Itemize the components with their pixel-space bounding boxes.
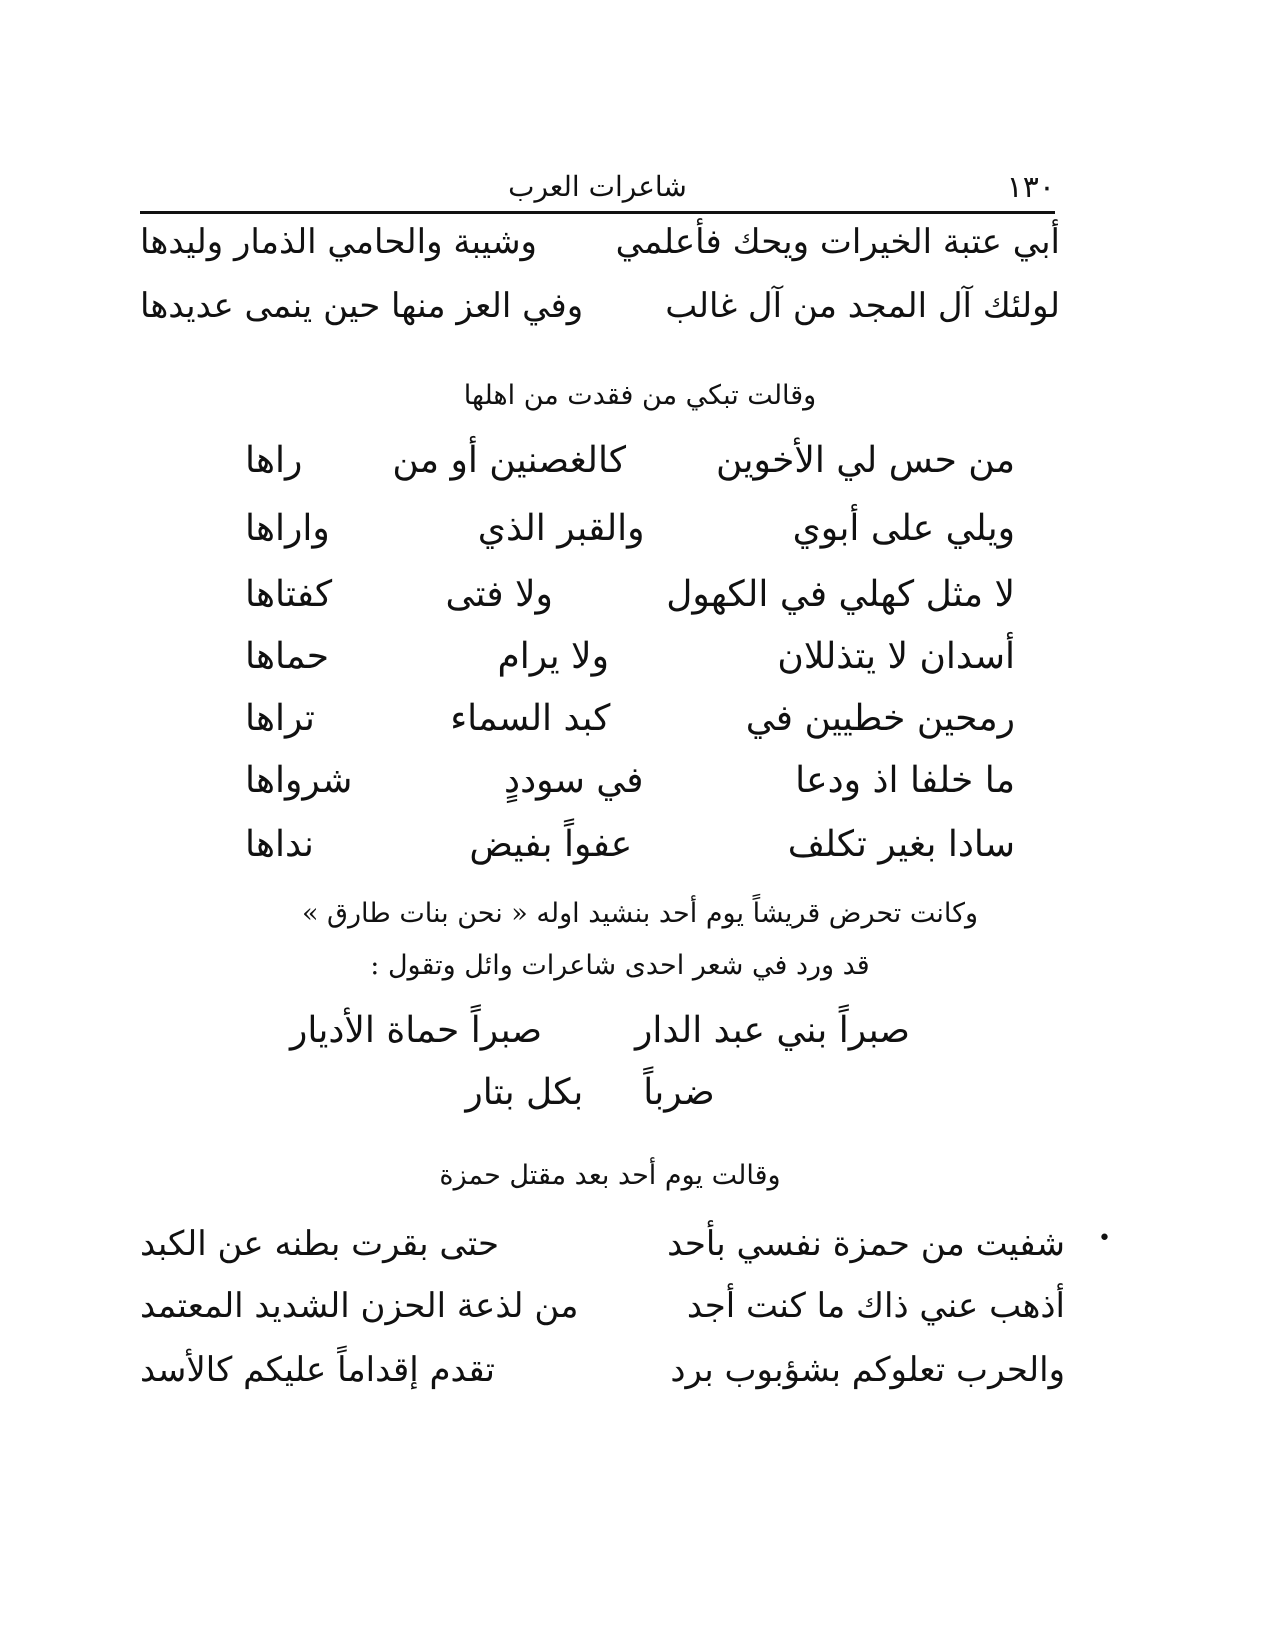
verse-part: حماها — [245, 635, 330, 677]
verse-part: في سوددٍ — [504, 759, 644, 801]
chant-part: صبراً بني عبد الدار — [634, 1009, 910, 1051]
poem-intro: وكانت تحرض قريشاً يوم أحد بنشيد اوله « نحن بنات طارق » — [301, 898, 979, 929]
verse-part: راها — [245, 439, 303, 481]
verse-part: شرواها — [245, 759, 353, 801]
first-hemistich: أبي عتبة الخيرات ويحك فأعلمي — [615, 222, 1060, 262]
couplet — [140, 1276, 1065, 1336]
verse-part: كفتاها — [245, 573, 333, 615]
first-hemistich: لولئك آل المجد من آل غالب — [665, 286, 1060, 326]
verse-part: تراها — [245, 697, 315, 739]
couplet — [140, 1340, 1065, 1400]
first-hemistich: شفيت من حمزة نفسي بأحد — [667, 1224, 1065, 1264]
verse-line — [245, 430, 1015, 490]
couplet — [140, 212, 1060, 272]
verse-part: عفواً بفيض — [469, 823, 633, 865]
verse-part: من حس لي الأخوين — [716, 439, 1015, 481]
verse-part: أسدان لا يتذللان — [777, 635, 1015, 677]
verse-part: كبد السماء — [450, 697, 611, 739]
page-header — [140, 170, 1055, 210]
second-hemistich: وشيبة والحامي الذمار وليدها — [140, 222, 537, 262]
verse-line — [245, 498, 1015, 558]
couplet — [140, 1214, 1065, 1274]
verse-part: والقبر الذي — [477, 507, 645, 549]
page-number: ١٣٠ — [1006, 170, 1055, 205]
chant-part: ضرباً — [643, 1071, 715, 1113]
verse-part: واراها — [245, 507, 330, 549]
second-hemistich: من لذعة الحزن الشديد المعتمد — [140, 1286, 579, 1326]
verse-part: ما خلفا اذ ودعا — [795, 759, 1015, 801]
poem-intro: قد ورد في شعر احدى شاعرات وائل وتقول : — [370, 950, 870, 981]
verse-part: رمحين خطيين في — [745, 697, 1015, 739]
verse-part: كالغصنين أو من — [392, 439, 627, 481]
poem-intro: وقالت تبكي من فقدت من اهلها — [463, 380, 817, 411]
verse-line — [245, 564, 1015, 624]
verse-part: سادا بغير تكلف — [787, 823, 1015, 865]
chant-line — [290, 1000, 910, 1060]
verse-part: ولا يرام — [497, 635, 609, 677]
second-hemistich: وفي العز منها حين ينمى عديدها — [140, 286, 584, 326]
verse-line — [245, 626, 1015, 686]
chant-part: صبراً حماة الأديار — [290, 1009, 543, 1051]
verse-part: ولا فتى — [445, 573, 553, 615]
verse-part: ويلي على أبوي — [792, 507, 1015, 549]
chant-line — [420, 1062, 760, 1122]
first-hemistich: والحرب تعلوكم بشؤبوب برد — [670, 1350, 1065, 1390]
margin-dot-icon: • — [1098, 1226, 1111, 1251]
poem-intro: وقالت يوم أحد بعد مقتل حمزة — [439, 1160, 781, 1191]
verse-line — [245, 688, 1015, 748]
couplet — [140, 276, 1060, 336]
second-hemistich: حتى بقرت بطنه عن الكبد — [140, 1224, 499, 1264]
chant-part: بكل بتار — [465, 1071, 584, 1113]
verse-line — [245, 814, 1015, 874]
verse-part: نداها — [245, 823, 314, 865]
first-hemistich: أذهب عني ذاك ما كنت أجد — [686, 1286, 1065, 1326]
verse-line — [245, 750, 1015, 810]
second-hemistich: تقدم إقداماً عليكم كالأسد — [140, 1350, 496, 1390]
verse-part: لا مثل كهلي في الكهول — [666, 573, 1015, 615]
running-title: شاعرات العرب — [508, 170, 687, 203]
